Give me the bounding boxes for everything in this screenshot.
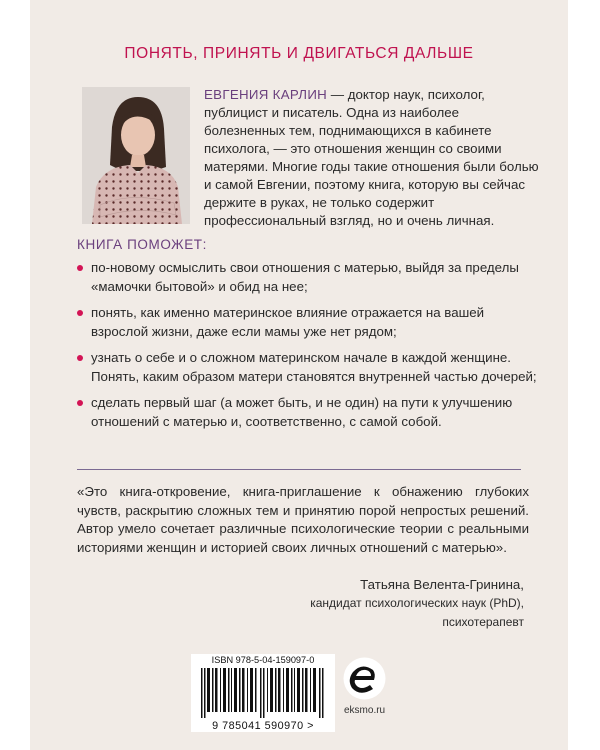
book-back-cover [30,0,568,750]
list-item [77,349,537,386]
isbn-text: ISBN 978-5-04-159097-0 [211,655,315,665]
list-item [77,259,537,296]
author-name: ЕВГЕНИЯ КАРЛИН [204,87,328,102]
bullet-icon [77,310,83,316]
review-quote: «Это книга-откровение, книга-приглашение к обнажению глубоких чувств, раскрытию сложных тем и принятию порой непростых решений. Автор умело сочетает различные психологические теории с реальными историями женщин и историей своих личных отношений с матерью». [77,484,529,555]
quote-attribution [310,575,524,632]
author-photo [82,87,190,224]
barcode-digits: 9 785041 590970 > [212,720,314,732]
author-bio-text: — доктор наук, психолог, публицист и писатель. Одна из наиболее болезненных тем, поднимающихся в кабинете психолога, — это отношения женщин со своими матерями. Многие годы такие отношения были болью и самой Евгении, поэтому книга, которую вы сейчас держите в руках, не только содержит профессиональный взгляд, но и очень личная. [204,87,539,228]
list-item-text: понять, как именно материнское влияние отражается на вашей взрослой жизни, даже если мамы уже нет рядом; [91,305,485,339]
list-item-text: сделать первый шаг (а может быть, и не один) на пути к улучшению отношений с матерью и, соответственно, с самой собой. [91,395,513,429]
cover-title: ПОНЯТЬ, ПРИНЯТЬ И ДВИГАТЬСЯ ДАЛЬШЕ [124,45,474,62]
quote-credential: кандидат психологических наук (PhD), [310,596,524,610]
quote-role: психотерапевт [442,615,524,629]
bullet-icon [77,355,83,361]
bullet-icon [77,400,83,406]
barcode [191,654,335,732]
list-item [77,394,537,431]
quote-author: Татьяна Велента-Гринина, [360,577,524,592]
barcode-bars-icon [201,668,325,718]
list-item-text: по-новому осмыслить свои отношения с матерью, выйдя за пределы «мамочки бытовой» и обид на нее; [91,260,519,294]
divider [77,469,521,470]
book-helps-list [77,259,537,439]
author-bio [204,86,544,230]
publisher-site: eksmo.ru [344,705,386,716]
bullet-icon [77,265,83,271]
list-item-text: узнать о себе и о сложном материнском начале в каждой женщине. Понять, каким образом матери становятся внутренней частью дочерей; [91,350,537,384]
eksmo-logo-icon [342,656,387,701]
list-item [77,304,537,341]
book-helps-heading: КНИГА ПОМОЖЕТ: [77,237,207,252]
